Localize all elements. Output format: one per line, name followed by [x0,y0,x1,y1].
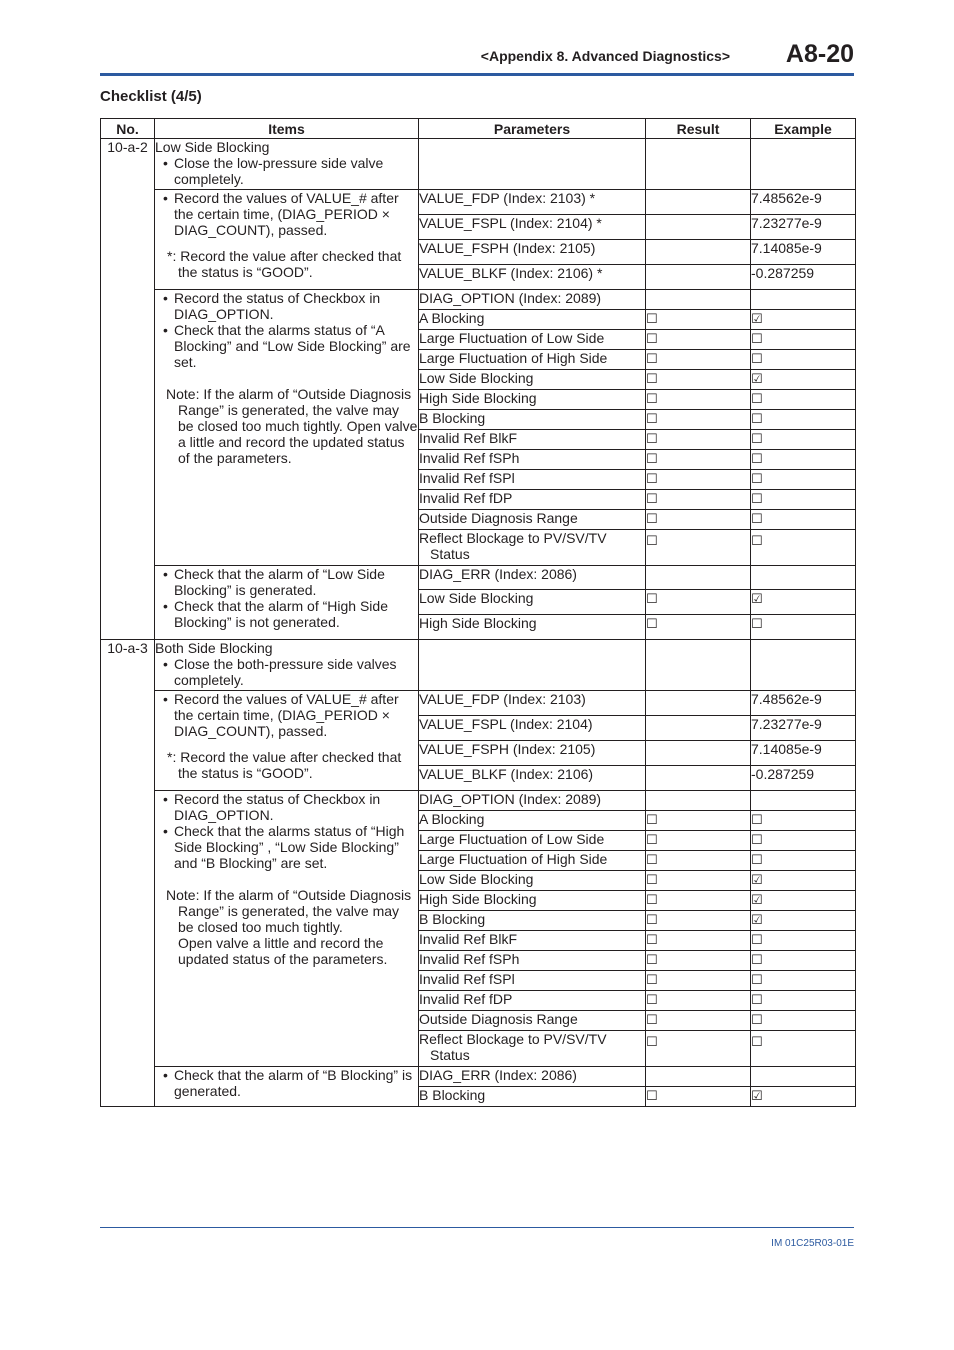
option-label: Outside Diagnosis Range [419,510,646,530]
unchecked-checkbox-icon: ☐ [646,312,658,327]
col-header-no: No. [101,119,155,139]
checked-checkbox-icon: ☑ [751,913,763,928]
result-cell [646,991,751,1011]
result-cell [646,1011,751,1031]
table-row [101,139,856,190]
item-step-title [155,640,419,691]
document-id: IM 01C25R03-01E [771,1238,854,1249]
result-cell [646,741,751,766]
example-cell [751,1031,856,1067]
result-cell [646,240,751,265]
unchecked-checkbox-icon: ☐ [646,813,658,828]
parameter-value-name: VALUE_FDP (Index: 2103) [419,691,646,716]
option-label: B Blocking [419,410,646,430]
example-value: 7.23277e-9 [751,716,856,741]
example-cell [751,350,856,370]
col-header-items: Items [155,119,419,139]
checked-checkbox-icon: ☑ [751,312,763,327]
result-cell [646,390,751,410]
result-cell [646,1067,751,1087]
example-value: 7.14085e-9 [751,240,856,265]
option-label: Invalid Ref fSPh [419,951,646,971]
example-value: 7.48562e-9 [751,190,856,215]
item-step-option [155,791,419,1067]
unchecked-checkbox-icon: ☐ [751,492,763,507]
result-cell [646,330,751,350]
example-cell [751,871,856,891]
unchecked-checkbox-icon: ☐ [646,973,658,988]
option-label: High Side Blocking [419,891,646,911]
example-cell [751,470,856,490]
unchecked-checkbox-icon: ☐ [751,332,763,347]
bullet-item: • Close the low-pressure side valve completely. [155,155,418,187]
option-label: Invalid Ref fDP [419,991,646,1011]
spacer [155,370,418,386]
example-cell [751,1011,856,1031]
example-cell [751,390,856,410]
item-step-title [155,139,419,190]
bullet-item: • Record the values of VALUE_# after the certain time, (DIAG_PERIOD × DIAG_COUNT), passed. [155,190,418,238]
section-header: <Appendix 8. Advanced Diagnostics> [480,48,730,64]
item-step-error [155,1067,419,1107]
example-cell [751,450,856,470]
example-cell [751,590,856,615]
table-row [101,190,856,215]
bullet-item: • Check that the alarms status of “High Side Blocking” , “Low Side Blocking” and “B Blocking” are set. [155,823,418,871]
item-step-record [155,190,419,290]
table-header-row [101,119,856,139]
unchecked-checkbox-icon: ☐ [646,432,658,447]
unchecked-checkbox-icon: ☐ [646,893,658,908]
example-value: 7.14085e-9 [751,741,856,766]
parameter-value-name: VALUE_FSPL (Index: 2104) * [419,215,646,240]
item-number: 10-a-3 [101,640,155,1107]
note: Open valve a little and record the updated status of the parameters. [178,935,388,967]
option-label: B Blocking [419,911,646,931]
table-row [101,691,856,716]
unchecked-checkbox-icon: ☐ [646,1089,658,1104]
result-cell [646,430,751,450]
result-cell [646,350,751,370]
result-cell [646,851,751,871]
result-cell [646,766,751,791]
option-label: Low Side Blocking [419,871,646,891]
unchecked-checkbox-icon: ☐ [646,913,658,928]
checklist-table [100,118,856,1107]
unchecked-checkbox-icon: ☐ [751,1035,763,1050]
page-number: A8-20 [785,40,854,68]
example-value: -0.287259 [751,766,856,791]
result-cell [646,811,751,831]
unchecked-checkbox-icon: ☐ [751,933,763,948]
unchecked-checkbox-icon: ☐ [646,1013,658,1028]
example-cell [751,290,856,310]
checked-checkbox-icon: ☑ [751,873,763,888]
result-cell [646,530,751,566]
item-step-option [155,290,419,566]
example-cell [751,640,856,691]
unchecked-checkbox-icon: ☐ [646,933,658,948]
example-cell [751,490,856,510]
option-label: Large Fluctuation of High Side [419,350,646,370]
option-label: Invalid Ref fDP [419,490,646,510]
unchecked-checkbox-icon: ☐ [751,472,763,487]
example-cell [751,530,856,566]
unchecked-checkbox-icon: ☐ [751,813,763,828]
unchecked-checkbox-icon: ☐ [751,412,763,427]
unchecked-checkbox-icon: ☐ [646,512,658,527]
parameter-cell [419,139,646,190]
unchecked-checkbox-icon: ☐ [646,873,658,888]
result-cell [646,691,751,716]
result-cell [646,615,751,640]
unchecked-checkbox-icon: ☐ [646,617,658,632]
bullet-list [155,691,418,739]
example-cell [751,971,856,991]
option-label-line: Reflect Blockage to PV/SV/TV [419,530,607,546]
result-cell [646,490,751,510]
bullet-list [155,1067,418,1099]
result-cell [646,590,751,615]
footnote: *: Record the value after checked that the status is “GOOD”. [167,248,402,280]
option-label: Outside Diagnosis Range [419,1011,646,1031]
bullet-item: • Close the both-pressure side valves completely. [155,656,418,688]
option-label: Large Fluctuation of High Side [419,851,646,871]
example-cell [751,891,856,911]
example-cell [751,1087,856,1107]
example-cell [751,370,856,390]
table-row [101,566,856,590]
example-cell [751,811,856,831]
option-label: Invalid Ref BlkF [419,931,646,951]
parameter-value-name: VALUE_BLKF (Index: 2106) [419,766,646,791]
bullet-list [155,290,418,370]
result-cell [646,951,751,971]
unchecked-checkbox-icon: ☐ [646,833,658,848]
option-label: Large Fluctuation of Low Side [419,330,646,350]
checked-checkbox-icon: ☑ [751,893,763,908]
error-label: Low Side Blocking [419,590,646,615]
col-header-result: Result [646,119,751,139]
example-cell [751,791,856,811]
example-cell [751,991,856,1011]
result-cell [646,470,751,490]
result-cell [646,190,751,215]
unchecked-checkbox-icon: ☐ [646,853,658,868]
unchecked-checkbox-icon: ☐ [751,534,763,549]
checked-checkbox-icon: ☑ [751,372,763,387]
result-cell [646,911,751,931]
option-label [419,530,646,566]
result-cell [646,215,751,240]
page-title: Checklist (4/5) [100,88,202,105]
result-cell [646,310,751,330]
unchecked-checkbox-icon: ☐ [751,452,763,467]
example-cell [751,851,856,871]
result-cell [646,370,751,390]
example-cell [751,951,856,971]
item-title: Low Side Blocking [155,139,270,155]
note: Note: If the alarm of “Outside Diagnosis Range” is generated, the valve may be closed too much tightly. Open valve a little and record the updated status of the parameters. [166,386,418,466]
bullet-item: • Check that the alarm of “Low Side Blocking” is generated. [155,566,418,598]
unchecked-checkbox-icon: ☐ [751,512,763,527]
option-label-line: Status [430,1047,470,1063]
parameter-value-name: VALUE_BLKF (Index: 2106) * [419,265,646,290]
item-step-record [155,691,419,791]
option-label-line: Status [430,546,470,562]
footnote: *: Record the value after checked that the status is “GOOD”. [167,749,402,781]
example-cell [751,410,856,430]
result-cell [646,640,751,691]
bullet-list [155,190,418,238]
unchecked-checkbox-icon: ☐ [751,1013,763,1028]
note: Note: If the alarm of “Outside Diagnosis Range” is generated, the valve may be closed too much tightly. [166,887,412,935]
header-rule [100,73,854,76]
unchecked-checkbox-icon: ☐ [751,833,763,848]
result-cell [646,1031,751,1067]
parameter-group-name: DIAG_OPTION (Index: 2089) [419,791,646,811]
example-cell [751,831,856,851]
bullet-item: • Record the status of Checkbox in DIAG_OPTION. [155,290,418,322]
result-cell [646,831,751,851]
table-row [101,791,856,811]
item-number: 10-a-2 [101,139,155,640]
bullet-list [155,155,418,187]
parameter-cell [419,640,646,691]
option-label-line: Reflect Blockage to PV/SV/TV [419,1031,607,1047]
unchecked-checkbox-icon: ☐ [646,392,658,407]
option-label: A Blocking [419,811,646,831]
unchecked-checkbox-icon: ☐ [646,1035,658,1050]
bullet-item: • Record the status of Checkbox in DIAG_OPTION. [155,791,418,823]
result-cell [646,891,751,911]
item-step-error [155,566,419,640]
bullet-item: • Record the values of VALUE_# after the certain time, (DIAG_PERIOD × DIAG_COUNT), passed. [155,691,418,739]
example-cell [751,1067,856,1087]
option-label: Invalid Ref BlkF [419,430,646,450]
unchecked-checkbox-icon: ☐ [646,534,658,549]
bullet-item: • Check that the alarm of “B Blocking” is generated. [155,1067,418,1099]
option-label: Invalid Ref fSPl [419,470,646,490]
checked-checkbox-icon: ☑ [751,1089,763,1104]
example-value: 7.48562e-9 [751,691,856,716]
result-cell [646,139,751,190]
unchecked-checkbox-icon: ☐ [751,973,763,988]
option-label: Invalid Ref fSPh [419,450,646,470]
parameter-value-name: VALUE_FDP (Index: 2103) * [419,190,646,215]
result-cell [646,716,751,741]
checked-checkbox-icon: ☑ [751,592,763,607]
unchecked-checkbox-icon: ☐ [646,492,658,507]
unchecked-checkbox-icon: ☐ [646,412,658,427]
result-cell [646,410,751,430]
example-cell [751,330,856,350]
table-row [101,1067,856,1087]
result-cell [646,871,751,891]
option-label [419,1031,646,1067]
unchecked-checkbox-icon: ☐ [751,953,763,968]
example-cell [751,911,856,931]
parameter-group-name: DIAG_OPTION (Index: 2089) [419,290,646,310]
example-cell [751,931,856,951]
spacer [155,871,418,887]
parameter-value-name: VALUE_FSPL (Index: 2104) [419,716,646,741]
unchecked-checkbox-icon: ☐ [646,472,658,487]
unchecked-checkbox-icon: ☐ [646,993,658,1008]
bullet-list [155,656,418,688]
bullet-list [155,791,418,871]
bullet-item: • Check that the alarm of “High Side Blocking” is not generated. [155,598,418,630]
unchecked-checkbox-icon: ☐ [751,617,763,632]
parameter-value-name: VALUE_FSPH (Index: 2105) [419,240,646,265]
result-cell [646,290,751,310]
bullet-list [155,566,418,630]
result-cell [646,265,751,290]
parameter-group-name: DIAG_ERR (Index: 2086) [419,566,646,590]
error-label: High Side Blocking [419,615,646,640]
table-row [101,290,856,310]
example-cell [751,510,856,530]
col-header-example: Example [751,119,856,139]
unchecked-checkbox-icon: ☐ [751,352,763,367]
option-label: A Blocking [419,310,646,330]
option-label: Large Fluctuation of Low Side [419,831,646,851]
example-cell [751,566,856,590]
option-label: High Side Blocking [419,390,646,410]
unchecked-checkbox-icon: ☐ [646,372,658,387]
result-cell [646,971,751,991]
result-cell [646,566,751,590]
item-title: Both Side Blocking [155,640,273,656]
unchecked-checkbox-icon: ☐ [646,452,658,467]
example-value: 7.23277e-9 [751,215,856,240]
unchecked-checkbox-icon: ☐ [751,853,763,868]
result-cell [646,1087,751,1107]
example-cell [751,430,856,450]
footer-rule [100,1227,854,1228]
example-cell [751,310,856,330]
unchecked-checkbox-icon: ☐ [646,332,658,347]
bullet-item: • Check that the alarms status of “A Blocking” and “Low Side Blocking” are set. [155,322,418,370]
option-label: Invalid Ref fSPl [419,971,646,991]
example-cell [751,615,856,640]
example-cell [751,139,856,190]
unchecked-checkbox-icon: ☐ [646,352,658,367]
result-cell [646,450,751,470]
example-value: -0.287259 [751,265,856,290]
unchecked-checkbox-icon: ☐ [751,432,763,447]
result-cell [646,510,751,530]
parameter-group-name: DIAG_ERR (Index: 2086) [419,1067,646,1087]
error-label: B Blocking [419,1087,646,1107]
unchecked-checkbox-icon: ☐ [751,392,763,407]
parameter-value-name: VALUE_FSPH (Index: 2105) [419,741,646,766]
result-cell [646,931,751,951]
table-row [101,640,856,691]
result-cell [646,791,751,811]
option-label: Low Side Blocking [419,370,646,390]
unchecked-checkbox-icon: ☐ [646,592,658,607]
unchecked-checkbox-icon: ☐ [646,953,658,968]
col-header-parameters: Parameters [419,119,646,139]
checklist-body [101,139,856,1107]
unchecked-checkbox-icon: ☐ [751,993,763,1008]
